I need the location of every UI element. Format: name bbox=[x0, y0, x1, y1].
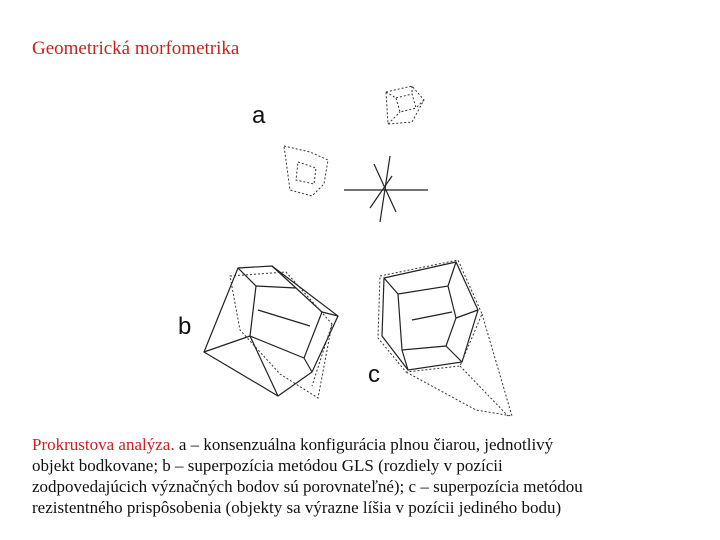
panel-label-b: b bbox=[178, 313, 192, 340]
panel-a-consensus bbox=[344, 156, 428, 222]
procrustes-diagram bbox=[160, 80, 560, 430]
procrustes-figure bbox=[160, 80, 560, 430]
panel-c-dotted bbox=[378, 260, 512, 416]
caption-line-2: objekt bodkovane; b – superpozícia metódou GLS (rozdiely v pozícii bbox=[32, 456, 503, 475]
caption-line-1 bbox=[32, 434, 692, 455]
caption-line-4: rezistentného prispôsobenia (objekty sa výrazne líšia v pozícii jediného bodu) bbox=[32, 498, 562, 517]
panel-a-small-cube bbox=[386, 86, 424, 124]
panel-b-dotted bbox=[230, 272, 332, 398]
panel-label-a: a bbox=[252, 102, 266, 129]
figure-caption bbox=[32, 434, 692, 518]
caption-line-1-text: a – konsenzuálna konfigurácia plnou čiarou, jednotlivý bbox=[174, 435, 554, 454]
caption-line-3: zodpovedajúcich význačných bodov sú porovnateľné); c – superpozícia metódou bbox=[32, 477, 583, 496]
panel-b-cube bbox=[204, 266, 338, 396]
caption-accent: Prokrustova analýza. bbox=[32, 435, 175, 454]
panel-c-cube bbox=[382, 262, 478, 370]
panel-label-c: c bbox=[368, 361, 380, 388]
panel-a-dotted-cube bbox=[284, 146, 328, 196]
slide-title: Geometrická morfometrika bbox=[32, 38, 240, 59]
